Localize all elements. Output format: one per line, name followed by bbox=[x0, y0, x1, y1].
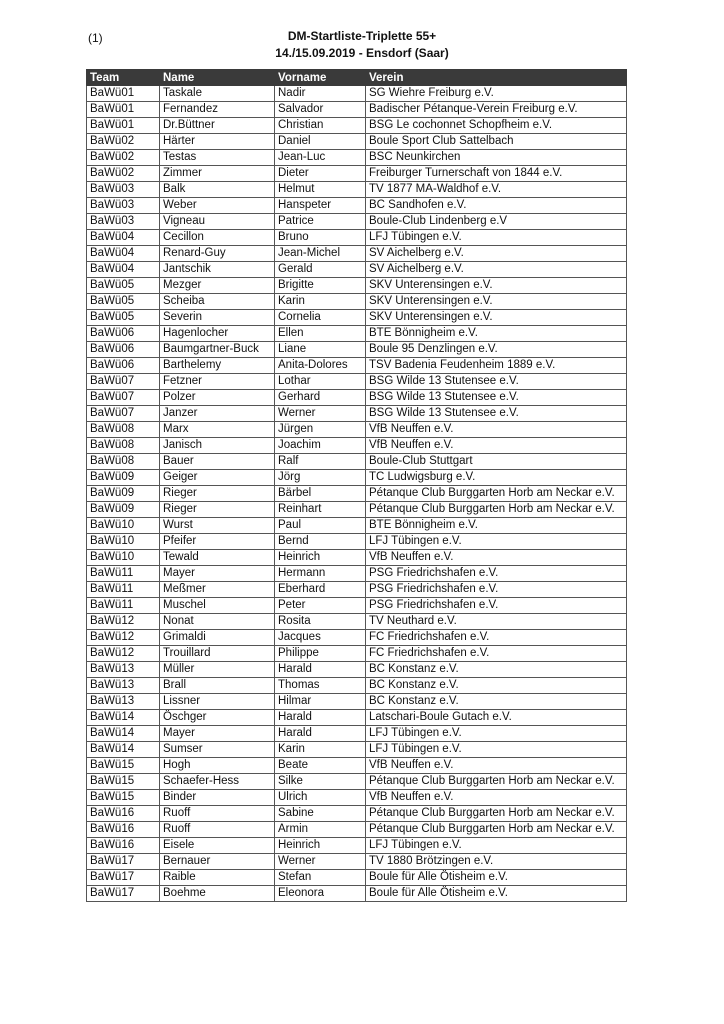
table-row bbox=[87, 614, 627, 630]
verein-cell: BSG Wilde 13 Stutensee e.V. bbox=[366, 374, 627, 390]
name-cell: Marx bbox=[160, 422, 275, 438]
verein-cell: SKV Unterensingen e.V. bbox=[366, 278, 627, 294]
team-cell: BaWü05 bbox=[87, 278, 160, 294]
team-cell: BaWü14 bbox=[87, 742, 160, 758]
team-cell: BaWü13 bbox=[87, 662, 160, 678]
name-cell: Pfeifer bbox=[160, 534, 275, 550]
vorname-cell: Dieter bbox=[275, 166, 366, 182]
team-cell: BaWü11 bbox=[87, 566, 160, 582]
name-cell: Vigneau bbox=[160, 214, 275, 230]
table-row bbox=[87, 422, 627, 438]
verein-cell: BTE Bönnigheim e.V. bbox=[366, 518, 627, 534]
table-row bbox=[87, 214, 627, 230]
verein-cell: Pétanque Club Burggarten Horb am Neckar e.V. bbox=[366, 774, 627, 790]
verein-cell: VfB Neuffen e.V. bbox=[366, 758, 627, 774]
verein-cell: BC Konstanz e.V. bbox=[366, 678, 627, 694]
name-cell: Hagenlocher bbox=[160, 326, 275, 342]
team-cell: BaWü04 bbox=[87, 262, 160, 278]
name-cell: Eisele bbox=[160, 838, 275, 854]
name-cell: Fernandez bbox=[160, 102, 275, 118]
name-cell: Weber bbox=[160, 198, 275, 214]
name-cell: Bauer bbox=[160, 454, 275, 470]
vorname-cell: Jörg bbox=[275, 470, 366, 486]
team-cell: BaWü05 bbox=[87, 294, 160, 310]
name-cell: Janisch bbox=[160, 438, 275, 454]
name-cell: Ruoff bbox=[160, 806, 275, 822]
team-cell: BaWü05 bbox=[87, 310, 160, 326]
vorname-cell: Philippe bbox=[275, 646, 366, 662]
table-row bbox=[87, 150, 627, 166]
vorname-cell: Harald bbox=[275, 662, 366, 678]
table-row bbox=[87, 374, 627, 390]
verein-cell: BSG Wilde 13 Stutensee e.V. bbox=[366, 406, 627, 422]
vorname-cell: Sabine bbox=[275, 806, 366, 822]
vorname-cell: Harald bbox=[275, 726, 366, 742]
table-row bbox=[87, 550, 627, 566]
verein-cell: Boule-Club Stuttgart bbox=[366, 454, 627, 470]
name-cell: Sumser bbox=[160, 742, 275, 758]
team-cell: BaWü15 bbox=[87, 790, 160, 806]
table-row bbox=[87, 470, 627, 486]
verein-cell: BSG Le cochonnet Schopfheim e.V. bbox=[366, 118, 627, 134]
name-cell: Lissner bbox=[160, 694, 275, 710]
team-cell: BaWü12 bbox=[87, 630, 160, 646]
table-row bbox=[87, 822, 627, 838]
name-cell: Barthelemy bbox=[160, 358, 275, 374]
table-row bbox=[87, 646, 627, 662]
name-cell: Trouillard bbox=[160, 646, 275, 662]
name-cell: Polzer bbox=[160, 390, 275, 406]
team-cell: BaWü04 bbox=[87, 230, 160, 246]
name-cell: Mayer bbox=[160, 566, 275, 582]
name-cell: Grimaldi bbox=[160, 630, 275, 646]
verein-cell: VfB Neuffen e.V. bbox=[366, 550, 627, 566]
verein-cell: Pétanque Club Burggarten Horb am Neckar e.V. bbox=[366, 502, 627, 518]
table-row bbox=[87, 182, 627, 198]
team-cell: BaWü02 bbox=[87, 134, 160, 150]
team-cell: BaWü08 bbox=[87, 438, 160, 454]
table-row bbox=[87, 294, 627, 310]
name-cell: Wurst bbox=[160, 518, 275, 534]
name-cell: Meßmer bbox=[160, 582, 275, 598]
team-cell: BaWü15 bbox=[87, 758, 160, 774]
vorname-cell: Jean-Michel bbox=[275, 246, 366, 262]
vorname-cell: Werner bbox=[275, 854, 366, 870]
verein-cell: BC Konstanz e.V. bbox=[366, 662, 627, 678]
team-cell: BaWü12 bbox=[87, 646, 160, 662]
title-line-2: 14./15.09.2019 - Ensdorf (Saar) bbox=[275, 46, 449, 60]
verein-cell: Boule für Alle Ötisheim e.V. bbox=[366, 886, 627, 902]
vorname-cell: Anita-Dolores bbox=[275, 358, 366, 374]
verein-cell: TV 1877 MA-Waldhof e.V. bbox=[366, 182, 627, 198]
verein-cell: LFJ Tübingen e.V. bbox=[366, 230, 627, 246]
team-cell: BaWü07 bbox=[87, 390, 160, 406]
table-row bbox=[87, 342, 627, 358]
team-cell: BaWü13 bbox=[87, 678, 160, 694]
name-cell: Hogh bbox=[160, 758, 275, 774]
team-cell: BaWü10 bbox=[87, 534, 160, 550]
table-row bbox=[87, 726, 627, 742]
table-row bbox=[87, 566, 627, 582]
team-cell: BaWü01 bbox=[87, 118, 160, 134]
vorname-cell: Jürgen bbox=[275, 422, 366, 438]
verein-cell: Freiburger Turnerschaft von 1844 e.V. bbox=[366, 166, 627, 182]
table-row bbox=[87, 166, 627, 182]
name-cell: Zimmer bbox=[160, 166, 275, 182]
name-cell: Dr.Büttner bbox=[160, 118, 275, 134]
verein-cell: SV Aichelberg e.V. bbox=[366, 246, 627, 262]
table-body bbox=[87, 86, 627, 902]
name-cell: Scheiba bbox=[160, 294, 275, 310]
table-header-row bbox=[87, 70, 627, 86]
table-row bbox=[87, 502, 627, 518]
team-cell: BaWü17 bbox=[87, 854, 160, 870]
vorname-cell: Beate bbox=[275, 758, 366, 774]
vorname-cell: Salvador bbox=[275, 102, 366, 118]
name-cell: Geiger bbox=[160, 470, 275, 486]
startlist-table bbox=[86, 69, 627, 902]
verein-cell: Boule 95 Denzlingen e.V. bbox=[366, 342, 627, 358]
team-cell: BaWü14 bbox=[87, 710, 160, 726]
verein-cell: PSG Friedrichshafen e.V. bbox=[366, 598, 627, 614]
verein-cell: TV Neuthard e.V. bbox=[366, 614, 627, 630]
verein-cell: BSC Neunkirchen bbox=[366, 150, 627, 166]
team-cell: BaWü10 bbox=[87, 518, 160, 534]
team-cell: BaWü10 bbox=[87, 550, 160, 566]
team-cell: BaWü07 bbox=[87, 374, 160, 390]
vorname-cell: Bernd bbox=[275, 534, 366, 550]
table-row bbox=[87, 438, 627, 454]
verein-cell: Badischer Pétanque-Verein Freiburg e.V. bbox=[366, 102, 627, 118]
team-cell: BaWü08 bbox=[87, 454, 160, 470]
title-line-1: DM-Startliste-Triplette 55+ bbox=[287, 29, 437, 43]
team-cell: BaWü08 bbox=[87, 422, 160, 438]
vorname-cell: Bärbel bbox=[275, 486, 366, 502]
vorname-cell: Werner bbox=[275, 406, 366, 422]
vorname-cell: Gerhard bbox=[275, 390, 366, 406]
vorname-cell: Heinrich bbox=[275, 838, 366, 854]
table-row bbox=[87, 262, 627, 278]
table-row bbox=[87, 134, 627, 150]
team-cell: BaWü03 bbox=[87, 182, 160, 198]
table-row bbox=[87, 870, 627, 886]
name-cell: Ruoff bbox=[160, 822, 275, 838]
name-cell: Raible bbox=[160, 870, 275, 886]
vorname-cell: Stefan bbox=[275, 870, 366, 886]
team-cell: BaWü03 bbox=[87, 214, 160, 230]
verein-cell: Pétanque Club Burggarten Horb am Neckar e.V. bbox=[366, 486, 627, 502]
team-cell: BaWü02 bbox=[87, 166, 160, 182]
team-cell: BaWü04 bbox=[87, 246, 160, 262]
table-row bbox=[87, 854, 627, 870]
table-row bbox=[87, 742, 627, 758]
column-header-team: Team bbox=[87, 70, 160, 86]
table-row bbox=[87, 390, 627, 406]
verein-cell: LFJ Tübingen e.V. bbox=[366, 534, 627, 550]
team-cell: BaWü09 bbox=[87, 486, 160, 502]
vorname-cell: Silke bbox=[275, 774, 366, 790]
verein-cell: Latschari-Boule Gutach e.V. bbox=[366, 710, 627, 726]
verein-cell: BTE Bönnigheim e.V. bbox=[366, 326, 627, 342]
team-cell: BaWü09 bbox=[87, 502, 160, 518]
verein-cell: PSG Friedrichshafen e.V. bbox=[366, 566, 627, 582]
vorname-cell: Eberhard bbox=[275, 582, 366, 598]
verein-cell: BC Sandhofen e.V. bbox=[366, 198, 627, 214]
vorname-cell: Jacques bbox=[275, 630, 366, 646]
verein-cell: Pétanque Club Burggarten Horb am Neckar e.V. bbox=[366, 806, 627, 822]
verein-cell: SKV Unterensingen e.V. bbox=[366, 294, 627, 310]
vorname-cell: Ellen bbox=[275, 326, 366, 342]
table-row bbox=[87, 518, 627, 534]
name-cell: Fetzner bbox=[160, 374, 275, 390]
vorname-cell: Nadir bbox=[275, 86, 366, 102]
vorname-cell: Lothar bbox=[275, 374, 366, 390]
vorname-cell: Hermann bbox=[275, 566, 366, 582]
table-row bbox=[87, 454, 627, 470]
name-cell: Balk bbox=[160, 182, 275, 198]
name-cell: Boehme bbox=[160, 886, 275, 902]
name-cell: Mezger bbox=[160, 278, 275, 294]
verein-cell: VfB Neuffen e.V. bbox=[366, 790, 627, 806]
verein-cell: BC Konstanz e.V. bbox=[366, 694, 627, 710]
team-cell: BaWü16 bbox=[87, 822, 160, 838]
table-row bbox=[87, 326, 627, 342]
table-row bbox=[87, 774, 627, 790]
verein-cell: BSG Wilde 13 Stutensee e.V. bbox=[366, 390, 627, 406]
team-cell: BaWü11 bbox=[87, 582, 160, 598]
verein-cell: TC Ludwigsburg e.V. bbox=[366, 470, 627, 486]
team-cell: BaWü06 bbox=[87, 342, 160, 358]
verein-cell: Boule für Alle Ötisheim e.V. bbox=[366, 870, 627, 886]
table-row bbox=[87, 86, 627, 102]
table-row bbox=[87, 662, 627, 678]
table-row bbox=[87, 694, 627, 710]
team-cell: BaWü03 bbox=[87, 198, 160, 214]
team-cell: BaWü11 bbox=[87, 598, 160, 614]
name-cell: Bernauer bbox=[160, 854, 275, 870]
name-cell: Müller bbox=[160, 662, 275, 678]
name-cell: Janzer bbox=[160, 406, 275, 422]
team-cell: BaWü07 bbox=[87, 406, 160, 422]
team-cell: BaWü02 bbox=[87, 150, 160, 166]
vorname-cell: Jean-Luc bbox=[275, 150, 366, 166]
table-row bbox=[87, 278, 627, 294]
verein-cell: Boule-Club Lindenberg e.V bbox=[366, 214, 627, 230]
name-cell: Renard-Guy bbox=[160, 246, 275, 262]
name-cell: Binder bbox=[160, 790, 275, 806]
vorname-cell: Brigitte bbox=[275, 278, 366, 294]
team-cell: BaWü06 bbox=[87, 358, 160, 374]
table-row bbox=[87, 806, 627, 822]
table-row bbox=[87, 310, 627, 326]
name-cell: Jantschik bbox=[160, 262, 275, 278]
name-cell: Testas bbox=[160, 150, 275, 166]
table-row bbox=[87, 230, 627, 246]
verein-cell: LFJ Tübingen e.V. bbox=[366, 838, 627, 854]
vorname-cell: Gerald bbox=[275, 262, 366, 278]
name-cell: Mayer bbox=[160, 726, 275, 742]
vorname-cell: Karin bbox=[275, 742, 366, 758]
vorname-cell: Thomas bbox=[275, 678, 366, 694]
table-row bbox=[87, 630, 627, 646]
team-cell: BaWü13 bbox=[87, 694, 160, 710]
verein-cell: FC Friedrichshafen e.V. bbox=[366, 630, 627, 646]
table-row bbox=[87, 534, 627, 550]
vorname-cell: Liane bbox=[275, 342, 366, 358]
name-cell: Rieger bbox=[160, 486, 275, 502]
vorname-cell: Hilmar bbox=[275, 694, 366, 710]
document-title bbox=[0, 28, 724, 62]
vorname-cell: Paul bbox=[275, 518, 366, 534]
vorname-cell: Joachim bbox=[275, 438, 366, 454]
team-cell: BaWü15 bbox=[87, 774, 160, 790]
verein-cell: FC Friedrichshafen e.V. bbox=[366, 646, 627, 662]
vorname-cell: Reinhart bbox=[275, 502, 366, 518]
vorname-cell: Ralf bbox=[275, 454, 366, 470]
vorname-cell: Harald bbox=[275, 710, 366, 726]
verein-cell: LFJ Tübingen e.V. bbox=[366, 742, 627, 758]
name-cell: Muschel bbox=[160, 598, 275, 614]
verein-cell: PSG Friedrichshafen e.V. bbox=[366, 582, 627, 598]
verein-cell: VfB Neuffen e.V. bbox=[366, 422, 627, 438]
verein-cell: VfB Neuffen e.V. bbox=[366, 438, 627, 454]
team-cell: BaWü16 bbox=[87, 838, 160, 854]
table-row bbox=[87, 358, 627, 374]
name-cell: Härter bbox=[160, 134, 275, 150]
vorname-cell: Daniel bbox=[275, 134, 366, 150]
vorname-cell: Karin bbox=[275, 294, 366, 310]
team-cell: BaWü12 bbox=[87, 614, 160, 630]
name-cell: Öschger bbox=[160, 710, 275, 726]
table-row bbox=[87, 598, 627, 614]
name-cell: Severin bbox=[160, 310, 275, 326]
column-header-verein: Verein bbox=[366, 70, 627, 86]
team-cell: BaWü14 bbox=[87, 726, 160, 742]
team-cell: BaWü09 bbox=[87, 470, 160, 486]
table-row bbox=[87, 246, 627, 262]
name-cell: Tewald bbox=[160, 550, 275, 566]
vorname-cell: Bruno bbox=[275, 230, 366, 246]
table-row bbox=[87, 118, 627, 134]
vorname-cell: Cornelia bbox=[275, 310, 366, 326]
table-row bbox=[87, 678, 627, 694]
vorname-cell: Armin bbox=[275, 822, 366, 838]
vorname-cell: Peter bbox=[275, 598, 366, 614]
name-cell: Schaefer-Hess bbox=[160, 774, 275, 790]
team-cell: BaWü16 bbox=[87, 806, 160, 822]
vorname-cell: Eleonora bbox=[275, 886, 366, 902]
table-row bbox=[87, 102, 627, 118]
table-row bbox=[87, 758, 627, 774]
table-row bbox=[87, 406, 627, 422]
name-cell: Rieger bbox=[160, 502, 275, 518]
verein-cell: SG Wiehre Freiburg e.V. bbox=[366, 86, 627, 102]
verein-cell: LFJ Tübingen e.V. bbox=[366, 726, 627, 742]
team-cell: BaWü17 bbox=[87, 886, 160, 902]
team-cell: BaWü06 bbox=[87, 326, 160, 342]
verein-cell: SV Aichelberg e.V. bbox=[366, 262, 627, 278]
vorname-cell: Patrice bbox=[275, 214, 366, 230]
verein-cell: TSV Badenia Feudenheim 1889 e.V. bbox=[366, 358, 627, 374]
team-cell: BaWü01 bbox=[87, 86, 160, 102]
name-cell: Cecillon bbox=[160, 230, 275, 246]
table-row bbox=[87, 838, 627, 854]
vorname-cell: Hanspeter bbox=[275, 198, 366, 214]
vorname-cell: Helmut bbox=[275, 182, 366, 198]
verein-cell: Pétanque Club Burggarten Horb am Neckar e.V. bbox=[366, 822, 627, 838]
table-row bbox=[87, 886, 627, 902]
table-row bbox=[87, 486, 627, 502]
verein-cell: TV 1880 Brötzingen e.V. bbox=[366, 854, 627, 870]
verein-cell: Boule Sport Club Sattelbach bbox=[366, 134, 627, 150]
name-cell: Nonat bbox=[160, 614, 275, 630]
column-header-vorname: Vorname bbox=[275, 70, 366, 86]
column-header-name: Name bbox=[160, 70, 275, 86]
page-number: (1) bbox=[88, 31, 103, 45]
table-row bbox=[87, 582, 627, 598]
vorname-cell: Rosita bbox=[275, 614, 366, 630]
name-cell: Brall bbox=[160, 678, 275, 694]
name-cell: Taskale bbox=[160, 86, 275, 102]
name-cell: Baumgartner-Buck bbox=[160, 342, 275, 358]
verein-cell: SKV Unterensingen e.V. bbox=[366, 310, 627, 326]
table-row bbox=[87, 710, 627, 726]
vorname-cell: Ulrich bbox=[275, 790, 366, 806]
vorname-cell: Christian bbox=[275, 118, 366, 134]
team-cell: BaWü01 bbox=[87, 102, 160, 118]
table-row bbox=[87, 790, 627, 806]
table-row bbox=[87, 198, 627, 214]
team-cell: BaWü17 bbox=[87, 870, 160, 886]
vorname-cell: Heinrich bbox=[275, 550, 366, 566]
